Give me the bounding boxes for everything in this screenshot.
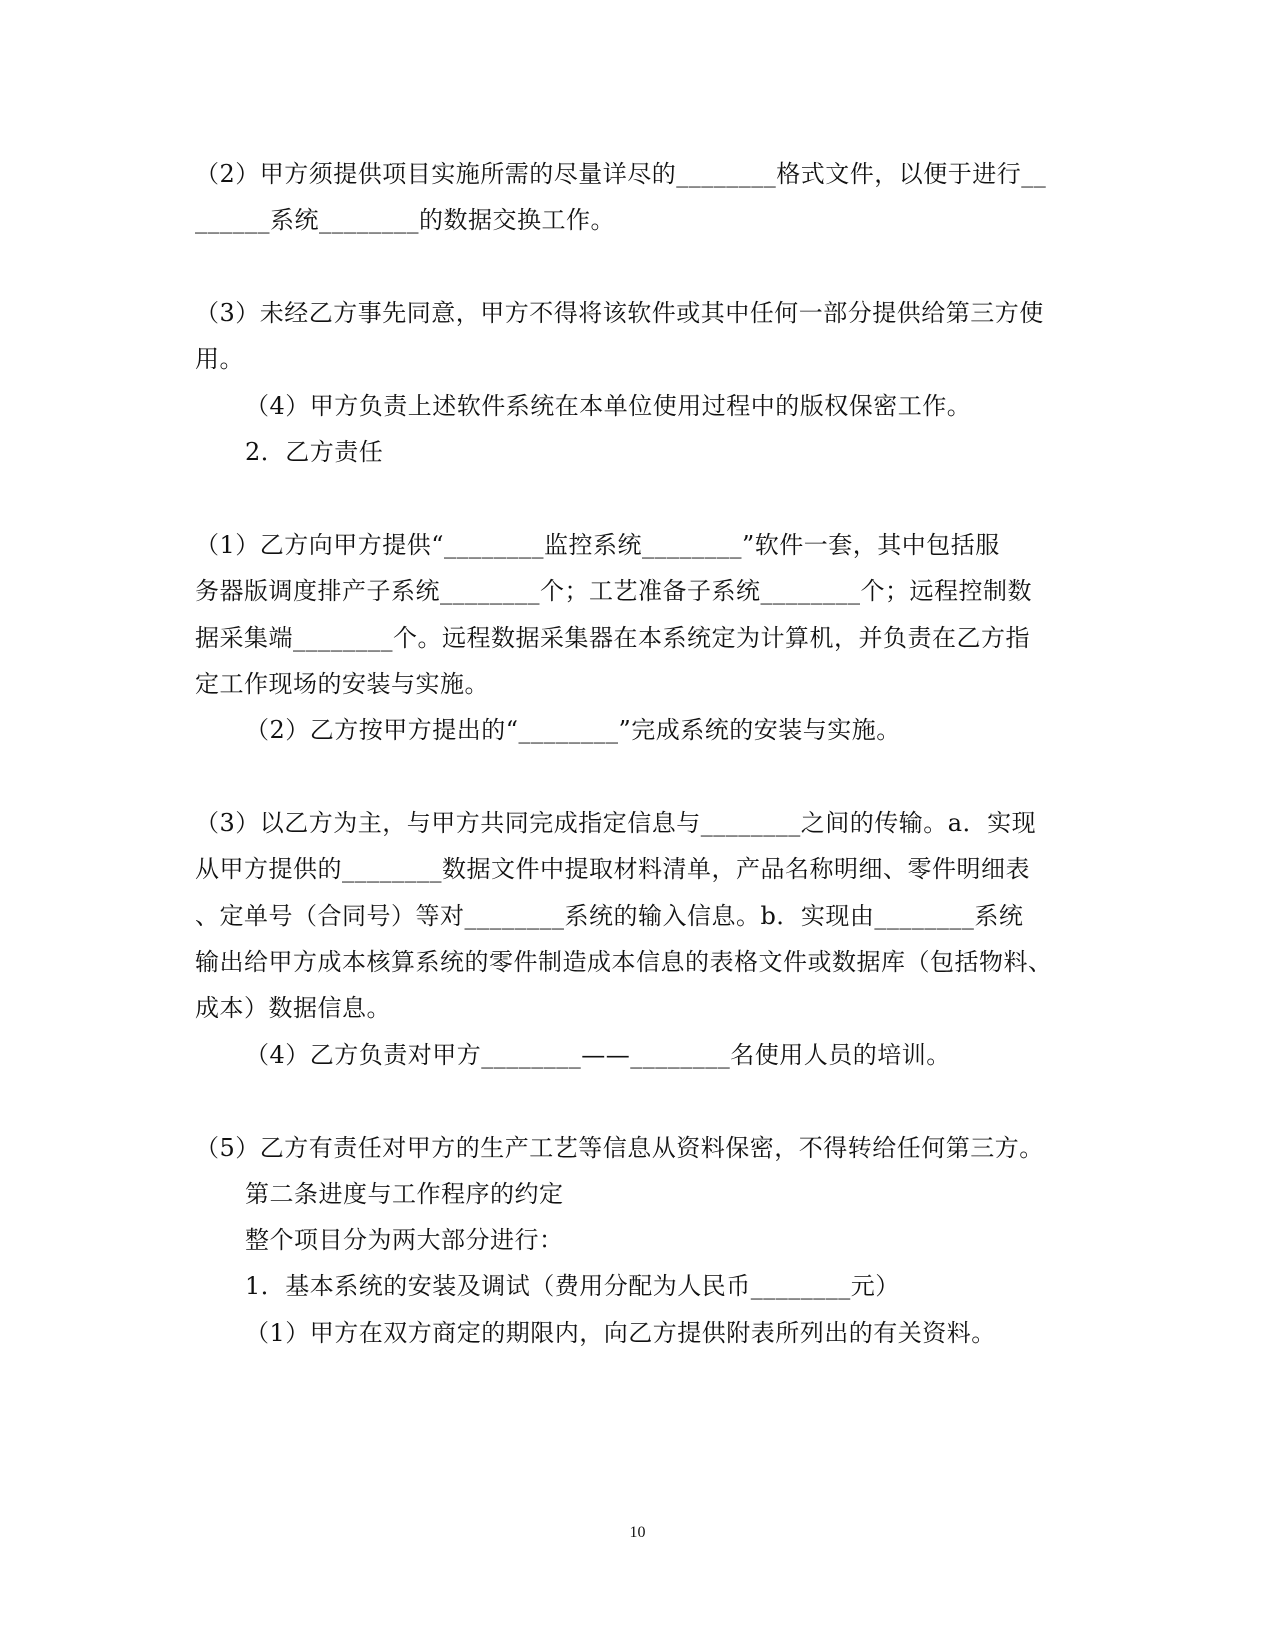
text-line: （3）未经乙方事先同意，甲方不得将该软件或其中任何一部分提供给第三方使 (195, 299, 1044, 327)
text-line: 、定单号（合同号）等对________系统的输入信息。b．实现由________系统 (195, 902, 1024, 930)
text-line: （1）乙方向甲方提供“________监控系统________”软件一套，其中包括服 (195, 531, 1000, 559)
text-line: （1）甲方在双方商定的期限内，向乙方提供附表所列出的有关资料。 (245, 1319, 996, 1347)
text-line: ______系统________的数据交换工作。 (195, 206, 615, 234)
text-line: 务器版调度排产子系统________个；工艺准备子系统________个；远程控制数 (195, 577, 1032, 605)
text-line: 据采集端________个。远程数据采集器在本系统定为计算机，并负责在乙方指 (195, 624, 1030, 652)
text-line: 成本）数据信息。 (195, 994, 391, 1022)
text-line: （3）以乙方为主，与甲方共同完成指定信息与________之间的传输。a．实现 (195, 809, 1037, 837)
section-heading: 2．乙方责任 (245, 438, 384, 466)
text-line: 1．基本系统的安装及调试（费用分配为人民币________元） (245, 1272, 900, 1300)
text-line: （2）甲方须提供项目实施所需的尽量详尽的________格式文件，以便于进行__ (195, 160, 1047, 188)
text-line: 输出给甲方成本核算系统的零件制造成本信息的表格文件或数据库（包括物料、 (195, 948, 1053, 976)
text-line: 从甲方提供的________数据文件中提取材料清单，产品名称明细、零件明细表 (195, 855, 1030, 883)
text-line: （2）乙方按甲方提出的“________”完成系统的安装与实施。 (245, 716, 901, 744)
section-heading: 第二条进度与工作程序的约定 (245, 1180, 564, 1208)
text-line: （5）乙方有责任对甲方的生产工艺等信息从资料保密，不得转给任何第三方。 (195, 1134, 1044, 1162)
page-number: 10 (629, 1524, 646, 1541)
text-line: 整个项目分为两大部分进行： (245, 1226, 564, 1254)
text-line: 用。 (195, 345, 244, 373)
text-line: （4）甲方负责上述软件系统在本单位使用过程中的版权保密工作。 (245, 392, 972, 420)
text-line: 定工作现场的安装与实施。 (195, 670, 489, 698)
text-line: （4）乙方负责对甲方________——________名使用人员的培训。 (245, 1041, 951, 1069)
